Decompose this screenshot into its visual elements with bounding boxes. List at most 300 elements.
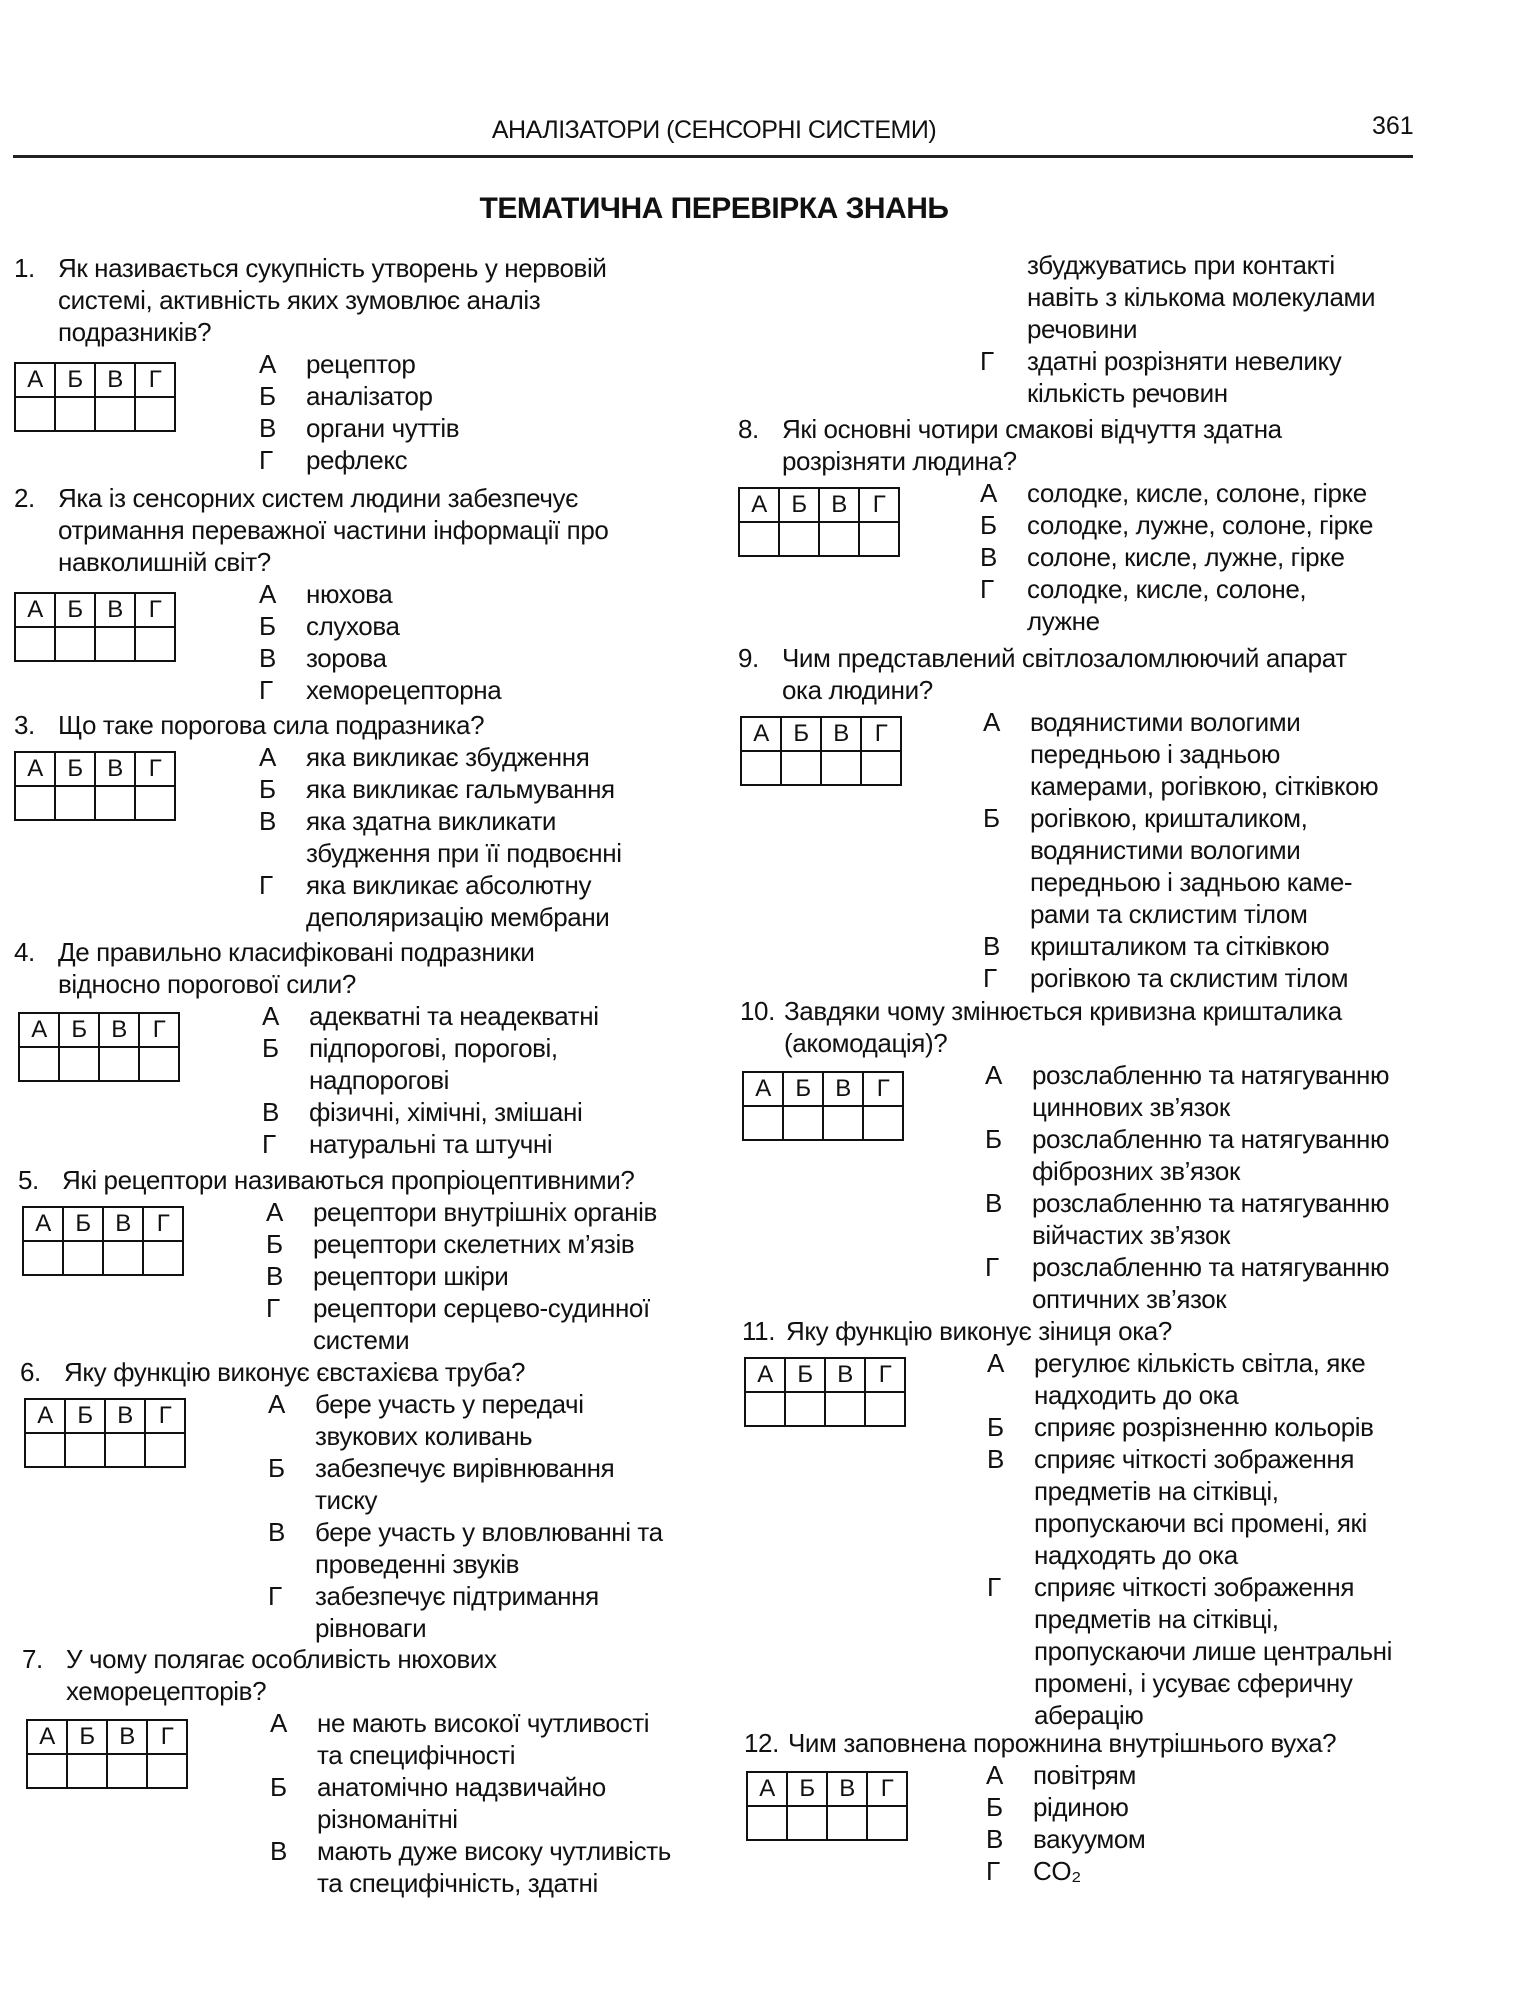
option-letter: В xyxy=(270,1836,287,1866)
option-text: рефлекс xyxy=(306,445,408,475)
answer-option xyxy=(985,1123,1389,1187)
option-letter: В xyxy=(259,643,276,673)
answer-option xyxy=(262,1128,599,1160)
answer-option xyxy=(268,1516,663,1580)
answer-cell[interactable] xyxy=(103,1241,143,1275)
answer-option xyxy=(980,249,1375,345)
grid-letter: А xyxy=(23,1207,63,1241)
answer-cell[interactable] xyxy=(825,1392,865,1426)
answer-cell[interactable] xyxy=(105,1433,145,1467)
answer-option xyxy=(986,1855,1336,1887)
answer-option xyxy=(980,509,1373,541)
question-number: 2. xyxy=(14,483,35,513)
grid-letter: Г xyxy=(145,1399,185,1433)
answer-cell[interactable] xyxy=(783,1106,823,1140)
option-text: повітрям xyxy=(1033,1760,1136,1790)
options-list xyxy=(259,578,608,706)
option-text: солоне, кисле, лужне, гірке xyxy=(1027,542,1345,572)
option-text: солодке, кисле, солоне, лужне xyxy=(1027,574,1307,636)
answer-option xyxy=(270,1707,671,1771)
answer-option xyxy=(985,1059,1389,1123)
answer-cell[interactable] xyxy=(135,627,175,661)
grid-letter: В xyxy=(95,593,135,627)
option-text: здатні розрізняти невелику кількість речовин xyxy=(1027,346,1342,408)
option-text: яка здатна викликати збудження при її подвоєнні xyxy=(306,806,622,868)
options-list xyxy=(987,1347,1392,1731)
answer-option xyxy=(983,706,1378,802)
option-text: бере участь у передачі звукових коливань xyxy=(315,1389,584,1451)
answer-grid xyxy=(744,1357,906,1427)
answer-option xyxy=(259,773,622,805)
option-letter: Б xyxy=(270,1772,287,1802)
answer-cell[interactable] xyxy=(65,1433,105,1467)
answer-cell[interactable] xyxy=(145,1433,185,1467)
question-10 xyxy=(740,995,1389,1315)
answer-option xyxy=(980,541,1373,573)
question-line xyxy=(22,1643,671,1707)
option-letter: Г xyxy=(259,870,273,900)
options-list xyxy=(986,1759,1336,1887)
grid-letter: Б xyxy=(787,1772,827,1806)
option-text: анатомічно надзвичайно різноманітні xyxy=(317,1772,606,1834)
answer-option xyxy=(266,1228,657,1260)
answer-cell[interactable] xyxy=(27,1754,67,1788)
question-number: 7. xyxy=(22,1644,43,1674)
grid-letter: А xyxy=(741,717,781,751)
options-list xyxy=(268,1388,663,1644)
answer-option xyxy=(259,412,606,444)
answer-area xyxy=(20,1388,663,1644)
answer-option xyxy=(983,930,1378,962)
answer-option xyxy=(980,345,1375,409)
option-text: CO₂ xyxy=(1033,1856,1081,1886)
answer-option xyxy=(987,1443,1392,1571)
grid-letter: Б xyxy=(55,363,95,397)
answer-area xyxy=(738,706,1378,994)
option-text: слухова xyxy=(306,611,400,641)
option-letter: В xyxy=(986,1824,1003,1854)
grid-letter: Б xyxy=(783,1072,823,1106)
option-text: розслабленню та натягуванню оптичних зв’язок xyxy=(1032,1252,1390,1314)
answer-cell[interactable] xyxy=(827,1806,867,1840)
answer-option xyxy=(983,962,1378,994)
answer-cell[interactable] xyxy=(819,522,859,556)
answer-cell[interactable] xyxy=(95,627,135,661)
answer-area xyxy=(742,1347,1392,1731)
answer-area xyxy=(738,477,1373,637)
option-letter: В xyxy=(983,931,1000,961)
answer-grid xyxy=(738,487,900,557)
grid-letter: Г xyxy=(859,488,899,522)
grid-letter: В xyxy=(827,1772,867,1806)
question-line xyxy=(742,1315,1392,1347)
option-text: хеморецепторна xyxy=(306,675,502,705)
answer-cell[interactable] xyxy=(747,1806,787,1840)
answer-option xyxy=(987,1571,1392,1731)
answer-grid xyxy=(14,592,176,662)
option-letter: А xyxy=(986,1760,1003,1790)
option-text: забезпечує підтримання рівноваги xyxy=(315,1581,599,1643)
grid-letter: А xyxy=(15,593,55,627)
answer-cell[interactable] xyxy=(859,522,899,556)
answer-grid xyxy=(14,751,176,821)
option-text: солодке, лужне, солоне, гірке xyxy=(1027,510,1374,540)
answer-area xyxy=(740,1059,1389,1315)
option-text: розслабленню та натягуванню циннових зв’язок xyxy=(1032,1060,1390,1122)
answer-cell[interactable] xyxy=(865,1392,905,1426)
grid-letter: Г xyxy=(143,1207,183,1241)
answer-grid xyxy=(26,1719,188,1789)
option-text: сприяє розрізненню кольорів xyxy=(1034,1412,1374,1442)
question-text: Яку функцію виконує євстахієва труба? xyxy=(64,1357,526,1387)
question-text: Чим заповнена порожнина внутрішнього вуха? xyxy=(788,1728,1337,1758)
answer-option xyxy=(259,741,622,773)
option-letter: А xyxy=(983,707,1000,737)
header-rule xyxy=(13,155,1413,158)
answer-option xyxy=(985,1187,1389,1251)
answer-grid xyxy=(14,362,176,432)
page-number: 361 xyxy=(1372,112,1414,140)
question-number: 4. xyxy=(14,937,35,967)
answer-grid xyxy=(18,1012,180,1082)
grid-letter: Б xyxy=(785,1358,825,1392)
option-text: мають дуже високу чутливість та специфічність, здатні xyxy=(317,1836,671,1898)
answer-option xyxy=(259,380,606,412)
grid-letter: Б xyxy=(65,1399,105,1433)
answer-cell[interactable] xyxy=(743,1106,783,1140)
answer-option xyxy=(259,642,608,674)
option-text: збуджуватись при контакті навіть з кількома молекулами речовини xyxy=(1027,250,1376,344)
answer-area xyxy=(14,741,622,933)
grid-letter: Г xyxy=(147,1720,187,1754)
option-text: яка викликає абсолютну деполяризацію мембрани xyxy=(306,870,610,932)
answer-cell[interactable] xyxy=(15,627,55,661)
answer-option xyxy=(259,869,622,933)
grid-letter: А xyxy=(743,1072,783,1106)
grid-letter: В xyxy=(99,1013,139,1047)
answer-cell[interactable] xyxy=(787,1806,827,1840)
answer-option xyxy=(259,610,608,642)
options-list xyxy=(266,1196,657,1356)
question-number: 10. xyxy=(740,996,775,1026)
grid-letter: Б xyxy=(55,752,95,786)
answer-cell[interactable] xyxy=(863,1106,903,1140)
answer-cell[interactable] xyxy=(745,1392,785,1426)
grid-letter: А xyxy=(15,363,55,397)
answer-option xyxy=(983,802,1378,930)
answer-option xyxy=(262,1032,599,1096)
option-text: рогівкою, кришталиком, водянистими вологими передньою і задньою каме- рами та склистим тілом xyxy=(1030,803,1353,929)
answer-cell[interactable] xyxy=(821,751,861,785)
answer-cell[interactable] xyxy=(55,397,95,431)
answer-cell[interactable] xyxy=(781,751,821,785)
question-number: 11. xyxy=(742,1316,776,1346)
option-text: рецептори серцево-судинної системи xyxy=(313,1293,650,1355)
answer-cell[interactable] xyxy=(861,751,901,785)
option-letter: А xyxy=(987,1348,1004,1378)
answer-option xyxy=(270,1835,671,1899)
option-letter: Г xyxy=(985,1252,999,1282)
answer-cell[interactable] xyxy=(15,397,55,431)
option-text: регулює кількість світла, яке надходить до ока xyxy=(1034,1348,1366,1410)
option-letter: Б xyxy=(266,1229,283,1259)
option-letter: Г xyxy=(262,1129,276,1159)
answer-grid xyxy=(742,1071,904,1141)
question-text: Яку функцію виконує зіниця ока? xyxy=(786,1316,1172,1346)
option-letter: Г xyxy=(980,346,994,376)
answer-grid xyxy=(746,1771,908,1841)
question-number: 5. xyxy=(18,1165,39,1195)
page-title: ТЕМАТИЧНА ПЕРЕВІРКА ЗНАНЬ xyxy=(479,192,949,225)
question-number: 1. xyxy=(14,253,35,283)
option-letter: А xyxy=(270,1708,287,1738)
option-letter: Г xyxy=(980,574,994,604)
question-line xyxy=(20,1356,663,1388)
grid-letter: В xyxy=(819,488,859,522)
answer-option xyxy=(262,1000,599,1032)
option-text: рецептори внутрішніх органів xyxy=(313,1197,657,1227)
options-list xyxy=(980,249,1375,409)
section-header: АНАЛІЗАТОРИ (СЕНСОРНІ СИСТЕМИ) xyxy=(491,116,937,144)
option-text: не мають високої чутливості та специфічності xyxy=(317,1708,650,1770)
answer-cell[interactable] xyxy=(23,1241,63,1275)
option-text: водянистими вологими передньою і задньою камерами, рогівкою, сітківкою xyxy=(1030,707,1379,801)
option-text: рогівкою та склистим тілом xyxy=(1030,963,1349,993)
answer-area xyxy=(14,578,608,706)
answer-option xyxy=(259,444,606,476)
question-11 xyxy=(742,1315,1392,1731)
question-number: 6. xyxy=(20,1357,41,1387)
option-letter: В xyxy=(259,413,276,443)
grid-letter: Г xyxy=(139,1013,179,1047)
options-list xyxy=(262,1000,599,1160)
question-2 xyxy=(14,482,608,706)
option-text: розслабленню та натягуванню війчастих зв’язок xyxy=(1032,1188,1390,1250)
question-line xyxy=(14,936,599,1000)
options-list xyxy=(270,1707,671,1899)
option-text: адекватні та неадекватні xyxy=(309,1001,599,1031)
answer-cell[interactable] xyxy=(739,522,779,556)
question-text: Як називається сукупність утворень у нервовій системі, активність яких зумовлює аналіз подразників? xyxy=(58,253,607,347)
option-text: розслабленню та натягуванню фіброзних зв’язок xyxy=(1032,1124,1390,1186)
option-letter: А xyxy=(980,478,997,508)
option-text: фізичні, хімічні, змішані xyxy=(309,1097,583,1127)
option-letter: В xyxy=(987,1444,1004,1474)
option-text: яка викликає збудження xyxy=(306,742,590,772)
options-list xyxy=(983,706,1378,994)
answer-option xyxy=(980,573,1373,637)
option-letter: В xyxy=(266,1261,283,1291)
options-list xyxy=(259,741,622,933)
grid-letter: Г xyxy=(861,717,901,751)
question-9 xyxy=(738,642,1378,994)
question-6 xyxy=(20,1356,663,1644)
question-text: Яка із сенсорних систем людини забезпечує отримання переважної частини інформації про навколишній світ? xyxy=(58,483,609,577)
answer-cell[interactable] xyxy=(95,397,135,431)
option-letter: А xyxy=(268,1389,285,1419)
option-text: рецептори скелетних м’язів xyxy=(313,1229,635,1259)
option-text: рецептори шкіри xyxy=(313,1261,509,1291)
option-letter: Б xyxy=(259,381,276,411)
question-line xyxy=(14,709,622,741)
option-text: зорова xyxy=(306,643,387,673)
answer-cell[interactable] xyxy=(143,1241,183,1275)
option-letter: Г xyxy=(266,1293,280,1323)
option-text: сприяє чіткості зображення предметів на сітківці, пропускаючи лише центральні промені, і усуває сферичну аберацію xyxy=(1034,1572,1392,1730)
option-letter: Б xyxy=(986,1792,1003,1822)
option-letter: Б xyxy=(259,611,276,641)
grid-letter: А xyxy=(25,1399,65,1433)
answer-cell[interactable] xyxy=(19,1047,59,1081)
grid-letter: Б xyxy=(59,1013,99,1047)
option-text: натуральні та штучні xyxy=(309,1129,553,1159)
answer-cell[interactable] xyxy=(99,1047,139,1081)
question-12 xyxy=(744,1727,1336,1887)
answer-option xyxy=(262,1096,599,1128)
option-text: органи чуттів xyxy=(306,413,460,443)
question-number: 12. xyxy=(744,1728,779,1758)
option-text: вакуумом xyxy=(1033,1824,1146,1854)
answer-cell[interactable] xyxy=(107,1754,147,1788)
grid-letter: В xyxy=(821,717,861,751)
answer-cell[interactable] xyxy=(147,1754,187,1788)
answer-cell[interactable] xyxy=(25,1433,65,1467)
grid-letter: В xyxy=(95,752,135,786)
answer-option xyxy=(259,805,622,869)
answer-cell[interactable] xyxy=(135,397,175,431)
grid-letter: Б xyxy=(781,717,821,751)
grid-letter: В xyxy=(103,1207,143,1241)
option-letter: А xyxy=(266,1197,283,1227)
question-3 xyxy=(14,709,622,933)
grid-letter: Г xyxy=(135,593,175,627)
grid-letter: Г xyxy=(863,1072,903,1106)
question-text: Завдяки чому змінюється кривизна кришталика (акомодація)? xyxy=(784,996,1342,1058)
option-text: кришталиком та сітківкою xyxy=(1030,931,1330,961)
option-text: підпорогові, порогові, надпорогові xyxy=(309,1033,558,1095)
grid-letter: В xyxy=(825,1358,865,1392)
option-letter: Б xyxy=(980,510,997,540)
options-list xyxy=(980,477,1373,637)
options-list xyxy=(985,1059,1389,1315)
option-letter: Г xyxy=(259,675,273,705)
answer-area xyxy=(14,1000,599,1160)
question-7 xyxy=(22,1643,671,1899)
answer-cell[interactable] xyxy=(139,1047,179,1081)
answer-cell[interactable] xyxy=(823,1106,863,1140)
answer-cell[interactable] xyxy=(135,786,175,820)
option-letter: Г xyxy=(986,1856,1000,1886)
answer-option xyxy=(266,1260,657,1292)
grid-letter: А xyxy=(19,1013,59,1047)
grid-letter: Б xyxy=(55,593,95,627)
answer-option xyxy=(987,1411,1392,1443)
question-line xyxy=(18,1164,657,1196)
answer-cell[interactable] xyxy=(55,627,95,661)
question-5 xyxy=(18,1164,657,1356)
answer-option xyxy=(266,1292,657,1356)
grid-letter: А xyxy=(27,1720,67,1754)
grid-letter: В xyxy=(105,1399,145,1433)
answer-area xyxy=(14,348,606,476)
answer-option xyxy=(986,1759,1336,1791)
answer-option xyxy=(980,477,1373,509)
option-letter: Б xyxy=(268,1453,285,1483)
answer-option xyxy=(259,348,606,380)
grid-letter: А xyxy=(15,752,55,786)
answer-cell[interactable] xyxy=(95,786,135,820)
answer-option xyxy=(259,674,608,706)
option-text: аналізатор xyxy=(306,381,433,411)
answer-cell[interactable] xyxy=(63,1241,103,1275)
option-text: забезпечує вирівнювання тиску xyxy=(315,1453,615,1515)
option-letter: В xyxy=(980,542,997,572)
answer-option xyxy=(259,578,608,610)
answer-cell[interactable] xyxy=(15,786,55,820)
question-text: У чому полягає особливість нюхових хеморецепторів? xyxy=(66,1644,497,1706)
answer-area xyxy=(22,1707,671,1899)
answer-option xyxy=(268,1452,663,1516)
answer-option xyxy=(270,1771,671,1835)
answer-cell[interactable] xyxy=(67,1754,107,1788)
grid-letter: Г xyxy=(135,752,175,786)
option-letter: В xyxy=(985,1188,1002,1218)
option-letter: Г xyxy=(259,445,273,475)
grid-letter: А xyxy=(745,1358,785,1392)
question-line xyxy=(744,1727,1336,1759)
option-letter: А xyxy=(259,742,276,772)
option-letter xyxy=(980,249,1027,345)
option-text: солодке, кисле, солоне, гірке xyxy=(1027,478,1367,508)
question-line xyxy=(14,252,606,348)
answer-grid xyxy=(24,1398,186,1468)
grid-letter: Г xyxy=(867,1772,907,1806)
answer-cell[interactable] xyxy=(867,1806,907,1840)
options-list xyxy=(259,348,606,476)
option-letter: Б xyxy=(262,1033,279,1063)
option-letter: Б xyxy=(259,774,276,804)
answer-option xyxy=(268,1580,663,1644)
grid-letter: В xyxy=(823,1072,863,1106)
option-text: яка викликає гальмування xyxy=(306,774,615,804)
grid-letter: В xyxy=(95,363,135,397)
answer-cell[interactable] xyxy=(55,786,95,820)
answer-cell[interactable] xyxy=(59,1047,99,1081)
option-letter: Б xyxy=(983,803,1000,833)
question-8 xyxy=(738,413,1373,637)
answer-cell[interactable] xyxy=(779,522,819,556)
grid-letter: А xyxy=(747,1772,787,1806)
question-line xyxy=(740,995,1389,1059)
grid-letter: Г xyxy=(135,363,175,397)
option-text: нюхова xyxy=(306,579,393,609)
question-line xyxy=(14,482,608,578)
option-letter: Б xyxy=(985,1124,1002,1154)
question-7-continuation xyxy=(980,249,1375,409)
answer-cell[interactable] xyxy=(741,751,781,785)
question-number: 9. xyxy=(738,643,759,673)
option-letter: Г xyxy=(268,1581,282,1611)
grid-letter: Б xyxy=(63,1207,103,1241)
option-letter: А xyxy=(985,1060,1002,1090)
option-letter: А xyxy=(259,349,276,379)
question-text: Де правильно класифіковані подразники відносно порогової сили? xyxy=(58,937,535,999)
grid-letter: Б xyxy=(67,1720,107,1754)
answer-cell[interactable] xyxy=(785,1392,825,1426)
answer-grid xyxy=(22,1206,184,1276)
grid-letter: А xyxy=(739,488,779,522)
question-number: 8. xyxy=(738,414,759,444)
